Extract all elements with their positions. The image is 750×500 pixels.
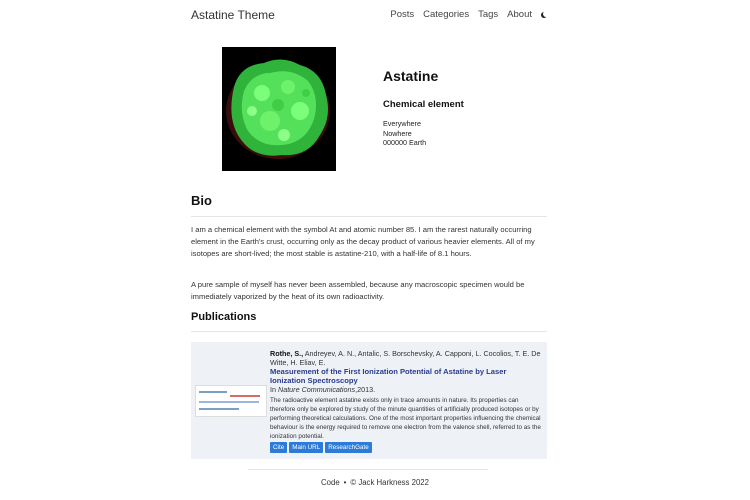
footer-copyright: © Jack Harkness 2022 bbox=[350, 478, 429, 487]
profile-name: Astatine bbox=[383, 68, 439, 84]
nav-link-categories[interactable]: Categories bbox=[423, 9, 470, 20]
thumbnail-graphic bbox=[230, 395, 260, 397]
footer-divider bbox=[248, 469, 488, 470]
nav-link-about[interactable]: About bbox=[507, 9, 532, 20]
first-author: Rothe, S., bbox=[270, 349, 304, 358]
thumbnail-graphic bbox=[199, 408, 239, 410]
address-line: 000000 Earth bbox=[383, 138, 427, 147]
thumbnail-graphic bbox=[199, 391, 227, 393]
address-line: Everywhere bbox=[383, 119, 421, 128]
publication-authors bbox=[270, 349, 542, 367]
publications-heading: Publications bbox=[191, 311, 257, 323]
venue-name: Nature Communications bbox=[278, 385, 356, 394]
profile-image bbox=[222, 47, 336, 171]
moon-icon[interactable] bbox=[541, 12, 547, 18]
venue-prefix: In bbox=[270, 385, 278, 394]
publication-venue bbox=[270, 385, 375, 394]
publication-card bbox=[191, 342, 547, 459]
publication-thumbnail[interactable] bbox=[195, 385, 267, 417]
divider bbox=[191, 216, 547, 217]
thumbnail-graphic bbox=[199, 401, 259, 403]
astatine-sample-image bbox=[222, 47, 336, 171]
nav-link-posts[interactable]: Posts bbox=[390, 9, 415, 20]
nav-links bbox=[381, 9, 547, 20]
publication-title-link[interactable]: Measurement of the First Ionization Potential of Astatine by Laser Ionization Spectroscopy bbox=[270, 367, 507, 385]
profile-role: Chemical element bbox=[383, 99, 464, 110]
footer-code-link[interactable]: Code bbox=[321, 478, 340, 487]
footer bbox=[0, 478, 750, 487]
top-nav bbox=[191, 8, 547, 22]
publication-abstract: The radioactive element astatine exists only in trace amounts in nature. Its properties can therefore only be explored by study of the minute quantities of artificially produced isotopes or by performing theoretical calculations. One of the most important properties influencing the chemical behaviour is the energy required to remove one electron from the valence shell, referred to as the ionization potential. bbox=[270, 397, 541, 440]
main-url-button[interactable]: Main URL bbox=[289, 442, 323, 453]
footer-separator: • bbox=[343, 478, 347, 487]
bio-paragraph: A pure sample of myself has never been assembled, because any macroscopic specimen would be immediately vaporized by the heat of its own radioactivity. bbox=[191, 280, 525, 302]
profile-address bbox=[383, 119, 426, 148]
bio-paragraph: I am a chemical element with the symbol At and atomic number 85. I am the rarest naturally occurring element in the Earth's crust, occurring only as the decay product of various heavier elements. All of my isotopes are short-lived; the most stable is astatine-210, with a half-life of 8.1 hours. bbox=[191, 225, 535, 259]
publication-buttons bbox=[270, 442, 374, 453]
researchgate-button[interactable]: ResearchGate bbox=[325, 442, 372, 453]
nav-link-tags[interactable]: Tags bbox=[478, 9, 499, 20]
cite-button[interactable]: Cite bbox=[270, 442, 287, 453]
site-brand[interactable]: Astatine Theme bbox=[191, 8, 275, 22]
other-authors: Andreyev, A. N., Antalic, S. Borschevsky, A. Capponi, L. Cocolios, T. E. De Witte, H. Eliav, E. bbox=[270, 349, 541, 367]
address-line: Nowhere bbox=[383, 128, 412, 138]
divider bbox=[191, 331, 547, 332]
bio-heading: Bio bbox=[191, 193, 212, 208]
publication-year: ,2013. bbox=[355, 385, 376, 394]
